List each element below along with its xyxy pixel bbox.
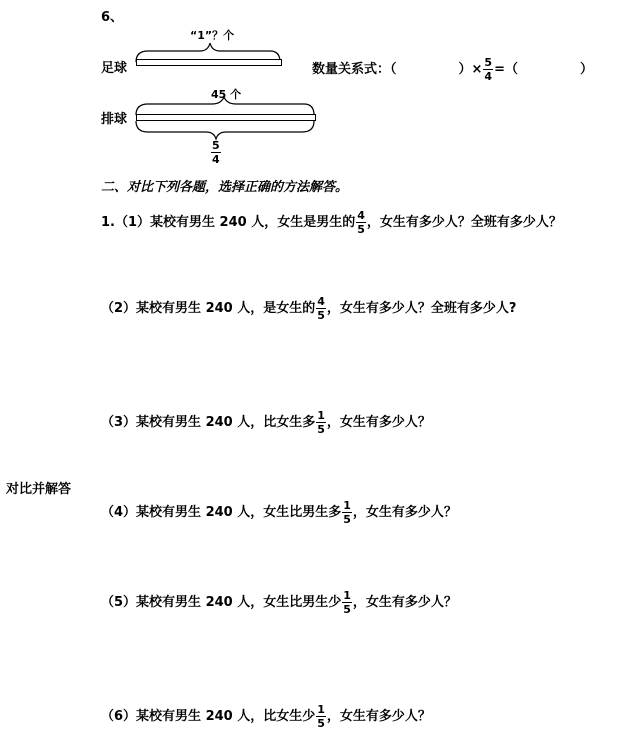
problem-3: （3）某校有男生 240 人，比女生多 $\frac{1}{5}$ ，女生有多少人？: [101, 409, 431, 436]
football-brace-label: “1”？个: [190, 29, 235, 42]
volleyball-fraction: $\frac{5}{4}$: [212, 139, 220, 166]
problem-2: （2）某校有男生 240 人，是女生的 $\frac{4}{5}$ ，女生有多少人？全班有多少人?: [101, 295, 517, 322]
volleyball-bottom-brace: [136, 121, 314, 139]
volleyball-top-label: 45 个: [211, 88, 242, 101]
relation-expression: 数量关系式：（ ）× $\frac{5}{4}$ =（ ）: [312, 56, 593, 83]
football-label: 足球: [101, 61, 128, 76]
section-heading: 二、对比下列各题，选择正确的方法解答。: [101, 180, 349, 195]
problem-6: （6）某校有男生 240 人，比女生少 $\frac{1}{5}$ ，女生有多少人？: [101, 703, 431, 730]
side-label: 对比并解答: [6, 482, 72, 497]
problem-5: （5）某校有男生 240 人，女生比男生少 $\frac{1}{5}$ ，女生有多少人？: [101, 589, 457, 616]
question-number: 6、: [101, 10, 124, 25]
problem-4: （4）某校有男生 240 人，女生比男生多 $\frac{1}{5}$ ，女生有多少人？: [101, 499, 457, 526]
problem-1: 1.（1）某校有男生 240 人，女生是男生的 $\frac{4}{5}$ ，女生有多少人？全班有多少人？: [101, 209, 562, 236]
volleyball-label: 排球: [101, 112, 128, 127]
volleyball-tape: [136, 114, 316, 121]
football-tape: [136, 59, 282, 66]
